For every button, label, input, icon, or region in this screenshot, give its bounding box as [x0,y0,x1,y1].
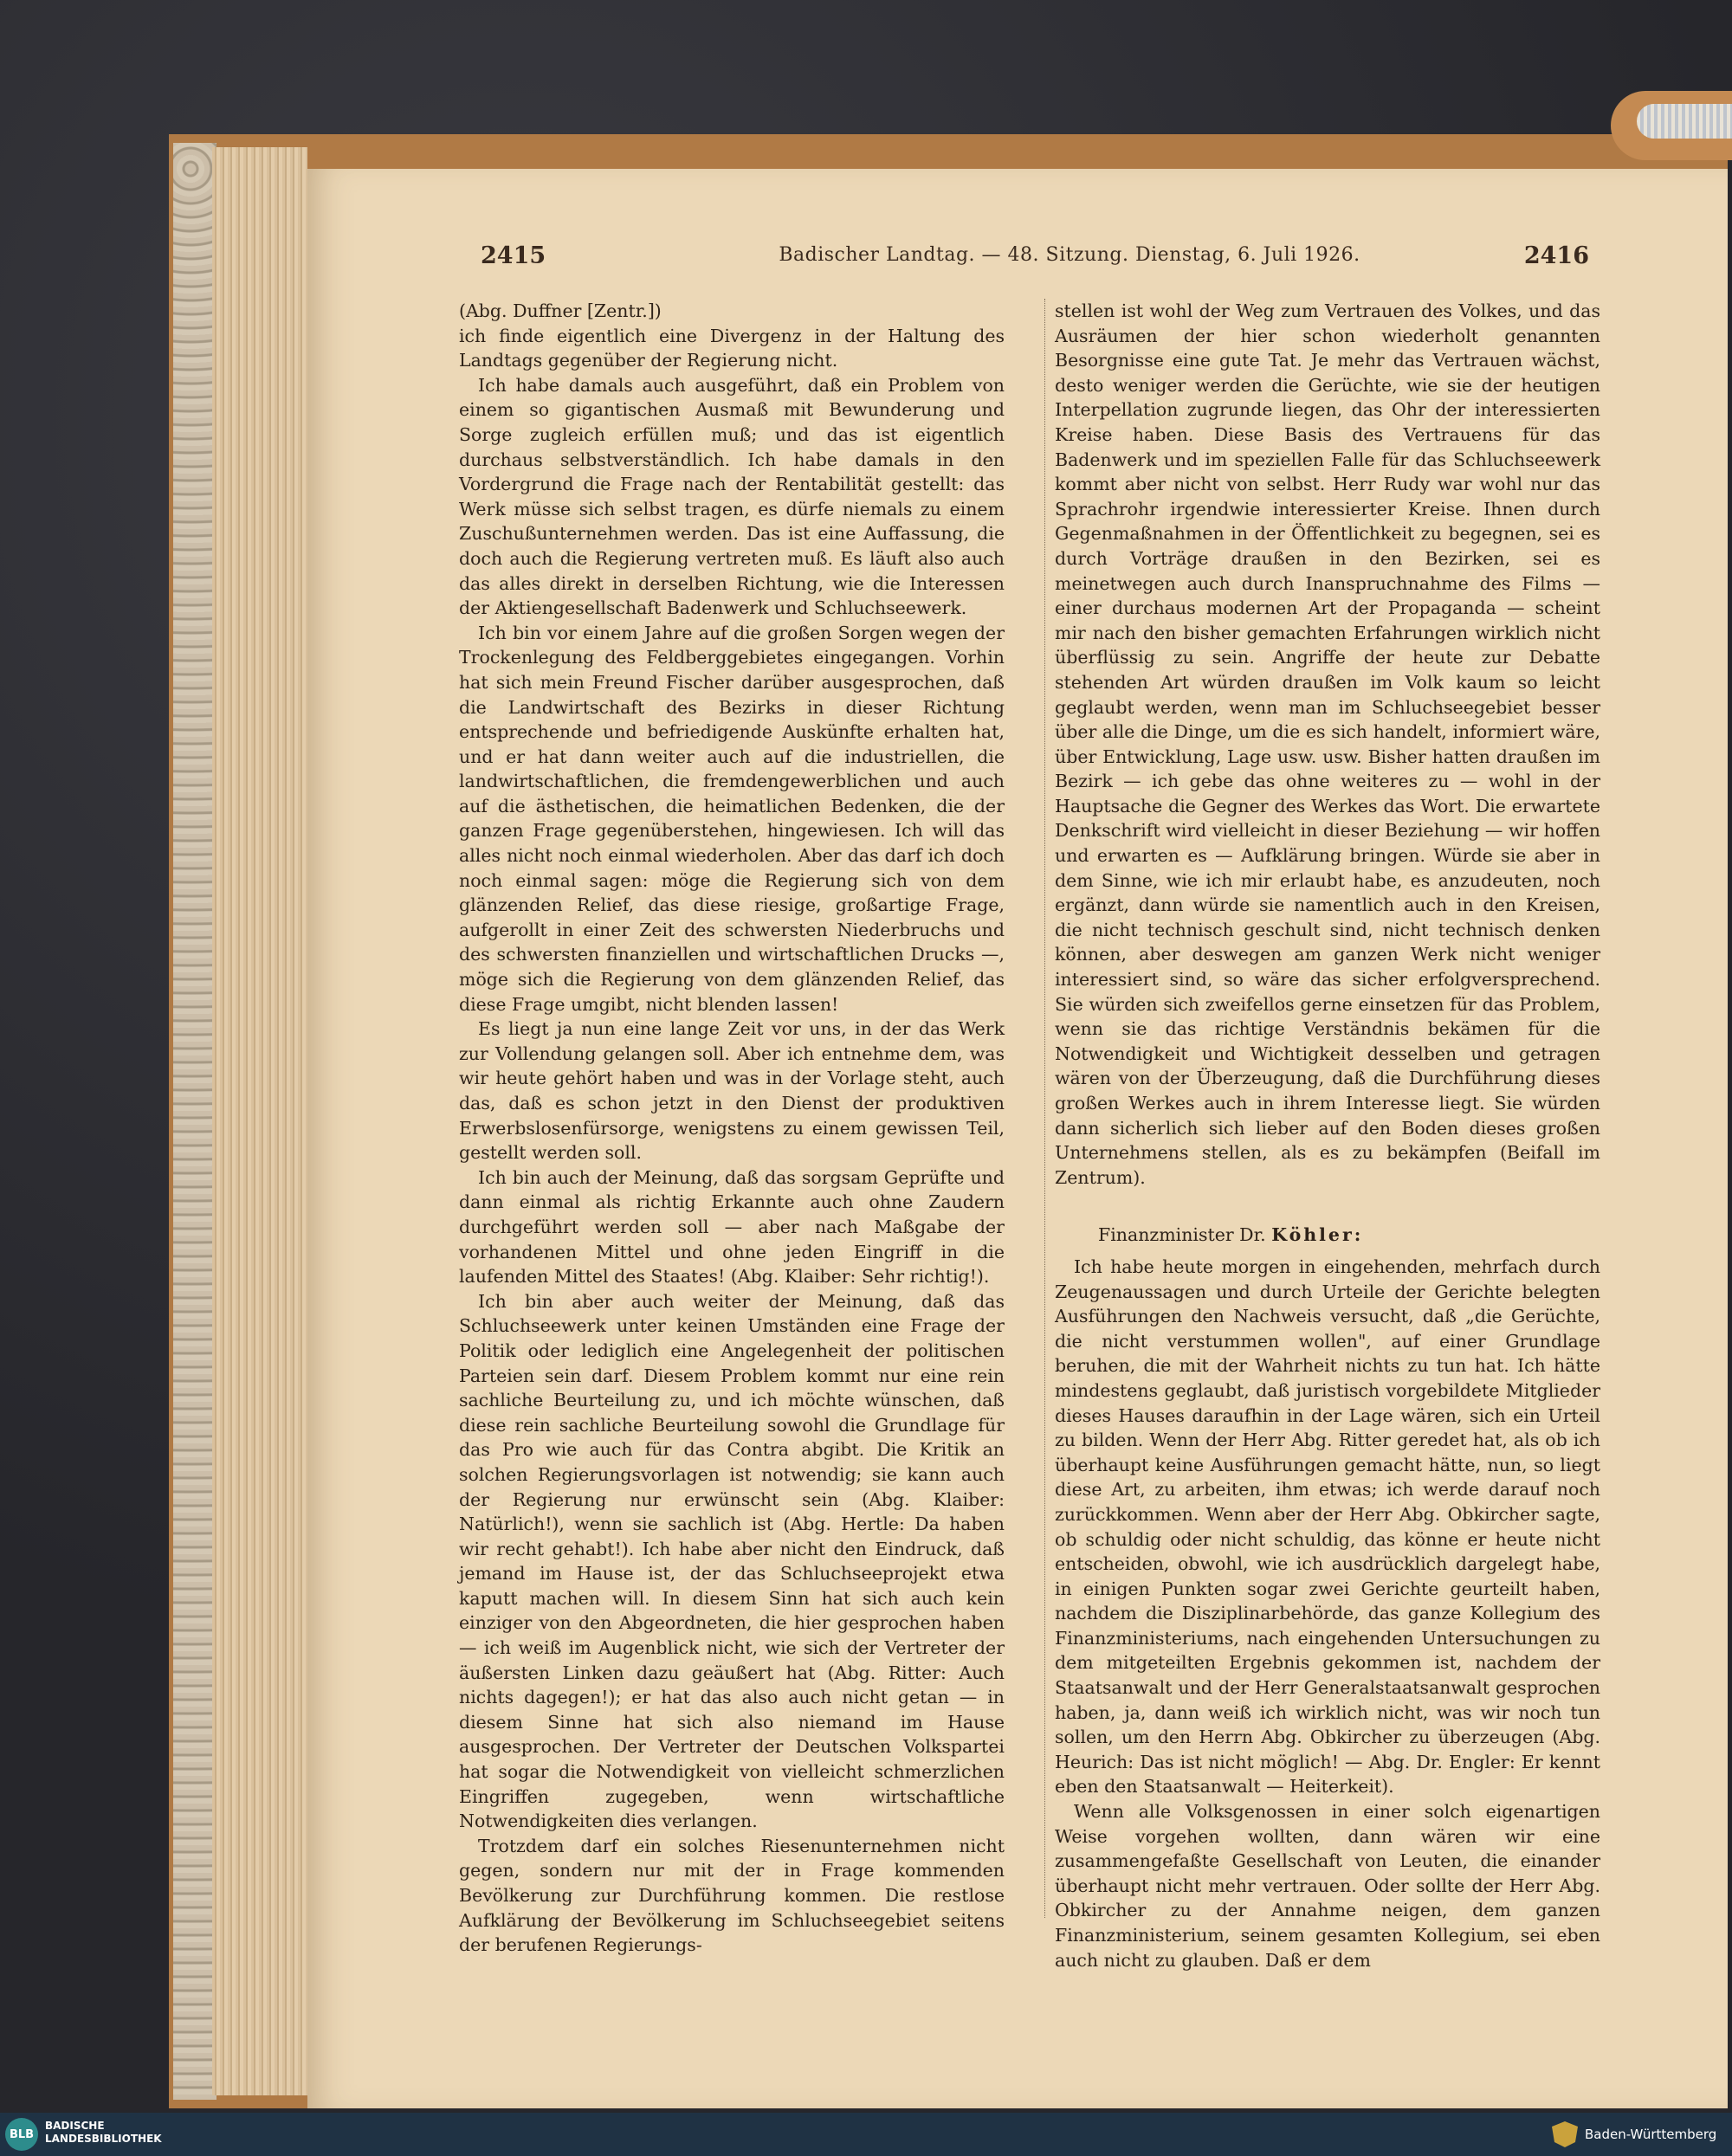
paragraph: Ich bin aber auch weiter der Meinung, daß das Schluchseewerk unter keinen Umständen eine Frage der Politik oder lediglich eine Angelegenheit der politischen Parteien sein darf. Diesem Problem kommt nur eine rein sachliche Beurteilung zu, und ich möchte wünschen, daß diese rein sachliche Beurteilung sowohl die Grundlage für das Pro wie auch für das Contra abgibt. Die Kritik an solchen Regierungsvorlagen ist notwendig; sie kann auch der Regierung nur erwünscht sein (Abg. Klaiber: Natürlich!), wenn sie sachlich ist (Abg. Hertle: Da haben wir recht gehabt!). Ich habe aber nicht den Eindruck, daß jemand im Hause ist, der das Schluchseeprojekt etwa kaputt machen will. In diesem Sinn hat sich auch kein einziger von den Abgeordneten, die hier gesprochen haben — ich weiß im Augenblick nicht, wie sich der Vertreter der äußersten Linken dazu geäußert hat (Abg. Ritter: Auch nichts dagegen!); er hat das also auch nicht getan — in diesem Sinne hat sich also niemand im Hause ausgesprochen. Der Vertreter der Deutschen Volkspartei hat sogar die Notwendigkeit von vielleicht schmerzlichen Eingriffen zugegeben, wenn wirtschaftliche Notwendigkeiten dies verlangen. [459,1290,1005,1832]
blb-logo-icon[interactable]: BLB [5,2118,38,2151]
paragraph: Ich habe damals auch ausgeführt, daß ein Problem von einem so gigantischen Ausmaß mit Bewunderung und Sorge zugleich erfüllen muß; und das ist eigentlich durchaus selbstverständlich. Ich habe damals in den Vordergrund die Frage nach der Rentabilität gestellt: das Werk müsse sich selbst tragen, es dürfe niemals zu einem Zuschußunternehmen werden. Das ist eine Auffassung, die doch auch die Regierung vertreten muß. Es läuft also auch das alles direkt in derselben Richtung, wie die Interessen der Aktiengesellschaft Badenwerk und Schluchseewerk. [459,374,1005,619]
paragraph: ich finde eigentlich eine Divergenz in der Haltung des Landtags gegenüber der Regierung nicht. [459,325,1005,371]
state-name: Baden-Württemberg [1585,2127,1717,2142]
paragraph: Wenn alle Volksgenossen in einer solch eigenartigen Weise vorgehen wollten, dann wären wir eine zusammengefaßte Gesellschaft von Leuten, die einander überhaupt nicht mehr vertrauen. Oder sollte der Herr Abg. Obkircher zu der Annahme neigen, dem ganzen Finanzministerium, seinem gesamten Kollegium, sei eben auch nicht zu glauben. Daß er dem [1055,1801,1600,1971]
speaker-title: Finanzminister Dr. [1098,1224,1266,1246]
speaker-name: Köhler: [1271,1224,1364,1246]
library-name [45,2120,162,2146]
left-column [459,299,1005,1958]
running-title: Badischer Landtag. — 48. Sitzung. Dienstag, 6. Juli 1926. [779,244,1360,266]
page-header [481,242,1589,277]
right-column [1055,299,1600,1972]
library-name-line1: BADISCHE [45,2120,105,2132]
library-footer [0,2113,1732,2156]
marbled-edge [173,143,216,2100]
paragraph: Ich habe heute morgen in eingehenden, mehrfach durch Zeugenaussagen und durch Urteile der Gerichte belegten Ausführungen den Nachweis versucht, daß „die Gerüchte, die nicht verstummen wollen", auf einer Grundlage beruhen, die mit der Wahrheit nichts zu tun hat. Ich hätte mindestens geglaubt, daß juristisch vorgebildete Mitglieder dieses Hauses daraufhin in der Lage wären, sich ein Urteil zu bilden. Wenn der Herr Abg. Ritter geredet hat, als ob ich überhaupt keine Ausführungen gemacht hätte, nun, so liegt diese Art, zu arbeiten, ihm etwas; ich werde darauf noch zurückkommen. Wenn aber der Herr Abg. Obkircher sagte, ob schuldig oder nicht schuldig, das könne er heute nicht entscheiden, obwohl, wie ich ausdrücklich dargelegt habe, in einigen Punkten sogar zwei Gerichte geurteilt haben, nachdem die Disziplinarbehörde, das ganze Kollegium des Finanzministeriums, nach eingehenden Untersuchungen zu dem mitgeteilten Ergebnis gekommen ist, nachdem der Staatsanwalt und der Herr Generalstaatsanwalt gesprochen haben, ja, dann weiß ich wirklich nicht, was wir noch tun sollen, um den Herrn Abg. Obkircher zu überzeugen (Abg. Heurich: Das ist nicht möglich! — Abg. Dr. Engler: Er kennt eben den Staatsanwalt — Heiterkeit). [1055,1256,1600,1798]
page-edges [212,147,307,2095]
speaker-note: (Abg. Duffner [Zentr.]) [459,300,662,321]
paragraph: Es liegt ja nun eine lange Zeit vor uns, in der das Werk zur Vollendung gelangen soll. Aber ich entnehme dem, was wir heute gehört haben und was in der Vorlage steht, auch das, daß es schon jetzt in den Dienst der produktiven Erwerbslosenfürsorge, wenigstens zu einem gewissen Teil, gestellt werden soll. [459,1018,1005,1164]
speaker-heading [1098,1223,1600,1248]
left-page-number: 2415 [481,242,546,269]
paragraph: stellen ist wohl der Weg zum Vertrauen des Volkes, und das Ausräumen der hier schon wiederholt genannten Besorgnisse eine gute Tat. Je mehr das Vertrauen wächst, desto weniger werden die Gerüchte, wie sie der heutigen Interpellation zugrunde liegen, das Ohr der interessierten Kreise haben. Diese Basis des Vertrauens für das Badenwerk und im speziellen Falle für das Schluchseewerk kommt aber nicht von selbst. Herr Rudy war wohl nur das Sprachrohr irgendwie interessierter Kreise. Ihnen durch Gegenmaßnahmen in der Öffentlichkeit zu begegnen, sei es durch Vorträge draußen in den Bezirken, sei es meinetwegen auch durch Inanspruchnahme des Films — einer durchaus modernen Art der Propaganda — scheint mir nach den bisher gemachten Erfahrungen wirklich nicht überflüssig zu sein. Angriffe der heute zur Debatte stehenden Art würden draußen im Volk kaum so leicht geglaubt werden, wenn man im Schluchseegebiet besser über alle die Dinge, um die es sich handelt, informiert wäre, über Entwicklung, Lage usw. usw. Bisher hatten draußen im Bezirk — ich gebe das ohne weiteres zu — wohl in der Hauptsache die Gegner des Werkes das Wort. Die erwartete Denkschrift wird vielleicht in dieser Beziehung — wir hoffen und erwarten es — Aufklärung bringen. Würde sie aber in dem Sinne, wie ich mir erlaubt habe, es anzudeuten, noch ergänzt, dann würde sie namentlich auch in den Kreisen, die nicht technisch geschult sind, nicht technisch denken können, aber deswegen am ganzen Werk nicht weniger interessiert sind, so wäre das sicher erfolgversprechend. Sie würden sich zweifellos gerne einsetzen für das Problem, wenn sie das richtige Verständnis bekämen für die Notwendigkeit und Wichtigkeit desselben und getragen wären von der Überzeugung, daß die Durchführung dieses großen Werkes auch in ihrem Interesse liegt. Sie würden dann sicherlich sich lieber auf den Boden dieses großen Unternehmens stellen, als es zu bekämpfen (Beifall im Zentrum). [1055,300,1600,1188]
paragraph: Trotzdem darf ein solches Riesenunternehmen nicht gegen, sondern nur mit der in Frage kommenden Bevölkerung zur Durchführung kommen. Die restlose Aufklärung der Bevölkerung im Schluchseegebiet seitens der berufenen Regierungs- [459,1835,1005,1956]
state-seal-icon [1552,2121,1578,2147]
library-name-line2: LANDESBIBLIOTHEK [45,2133,162,2145]
bookmark-ribbon [1637,104,1732,139]
right-page-number: 2416 [1523,242,1589,269]
column-divider [1044,299,1046,1918]
paragraph: Ich bin vor einem Jahre auf die großen Sorgen wegen der Trockenlegung des Feldberggebietes eingegangen. Vorhin hat sich mein Freund Fischer darüber ausgesprochen, daß die Landwirtschaft des Bezirks in dieser Richtung entsprechende und befriedigende Auskünfte erhalten hat, und er hat dann weiter auch auf die industriellen, die landwirtschaftlichen, die fremdengewerblichen und auch auf die ästhetischen, die heimatlichen Bedenken, die der ganzen Frage gegenüberstehen, hingewiesen. Ich will das alles nicht noch einmal wiederholen. Aber das darf ich doch noch einmal sagen: möge die Regierung sich von dem glänzenden Relief, das diese riesige, großartige Frage, aufgerollt in einer Zeit des schwersten Niederbruchs und des schwersten finanziellen und wirtschaftlichen Drucks —, möge sich die Regierung von dem glänzenden Relief, das diese Frage umgibt, nicht blenden lassen! [459,622,1005,1015]
paragraph: Ich bin auch der Meinung, daß das sorgsam Geprüfte und dann einmal als richtig Erkannte auch ohne Zaudern durchgeführt werden soll — aber nach Maßgabe der vorhandenen Mittel und ohne jeden Eingriff in die laufenden Mittel des Staates! (Abg. Klaiber: Sehr richtig!). [459,1166,1005,1288]
